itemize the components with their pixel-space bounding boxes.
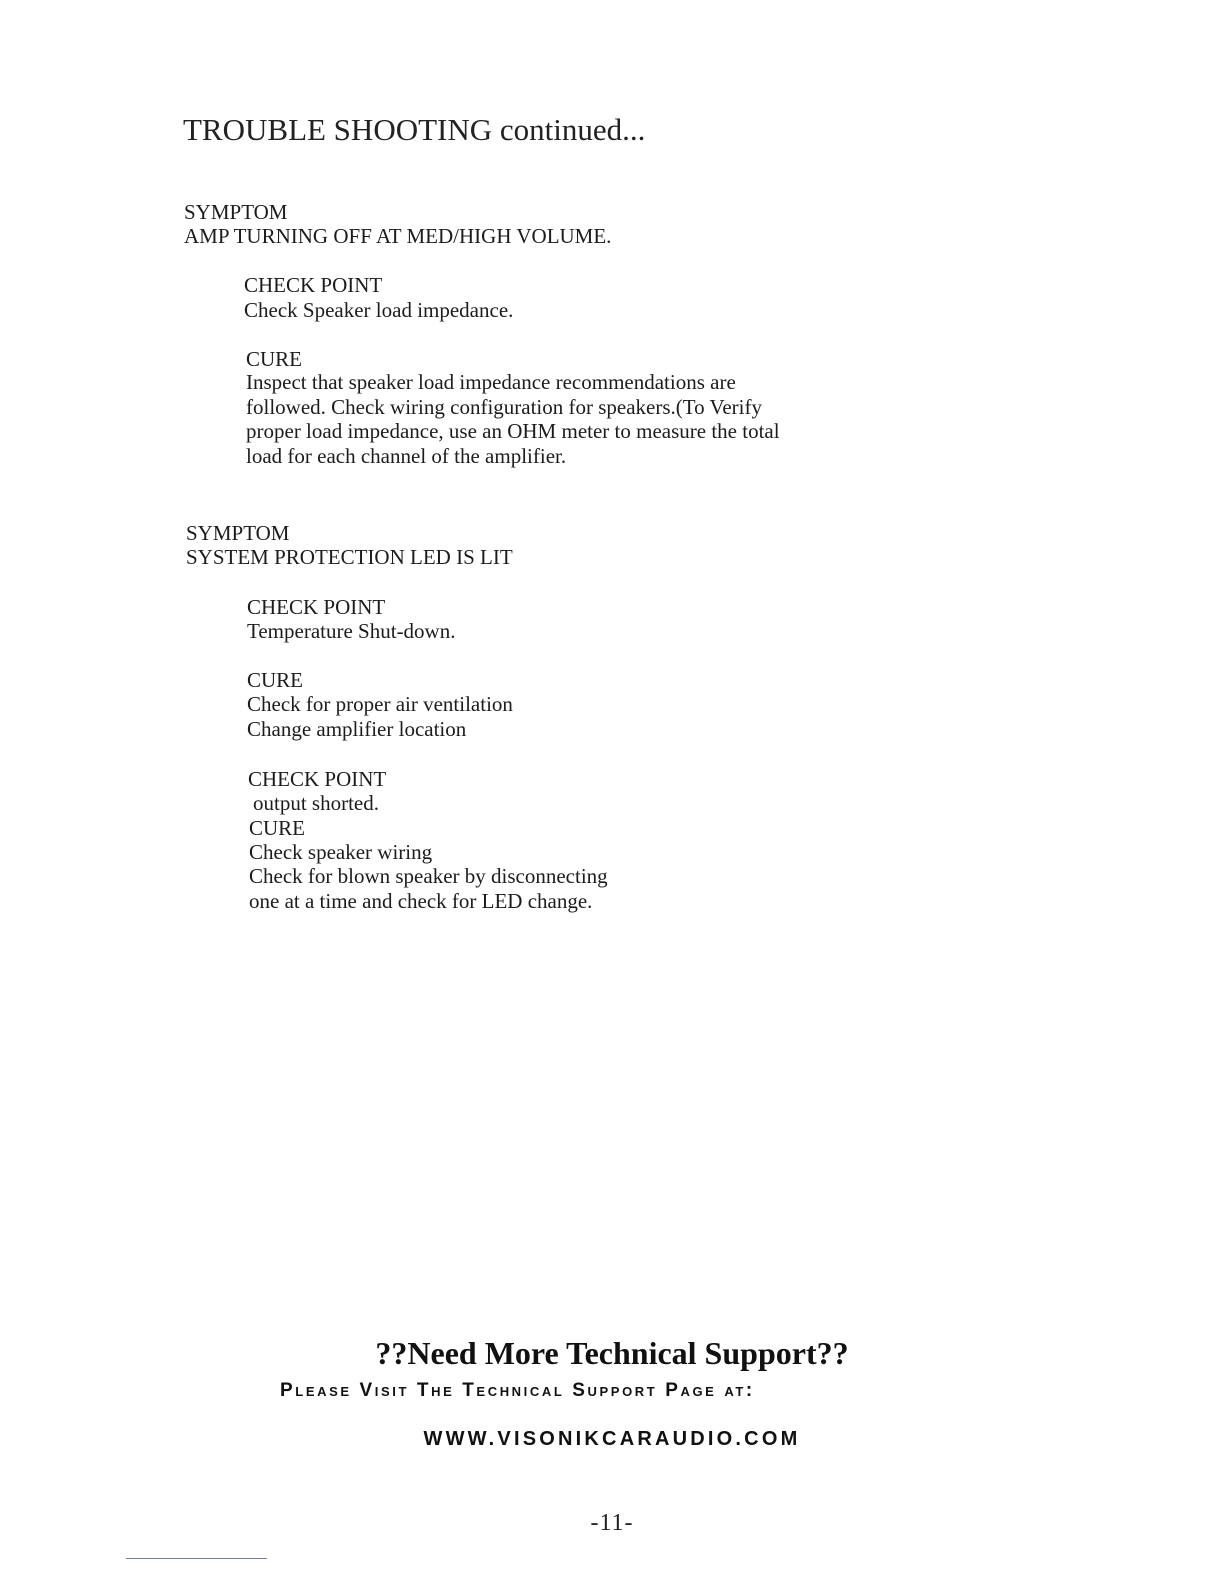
check-point-text-2: Temperature Shut-down. [247, 619, 456, 643]
symptom-text-2: SYSTEM PROTECTION LED IS LIT [186, 545, 513, 569]
support-visit-text: Please Visit The Technical Support Page at: [280, 1380, 755, 1401]
cure-label-1: CURE [246, 347, 303, 371]
cure-text-1-line-4: load for each channel of the amplifier. [246, 444, 567, 468]
symptom-label-1: SYMPTOM [184, 200, 288, 224]
check-point-label-2: CHECK POINT [247, 595, 386, 619]
cure-text-3-line-1: Check speaker wiring [249, 840, 433, 864]
cure-text-1-line-2: followed. Check wiring configuration for speakers.(To Verify [246, 395, 762, 419]
footer-rule [126, 1558, 267, 1559]
symptom-text-1: AMP TURNING OFF AT MED/HIGH VOLUME. [184, 224, 612, 248]
symptom-label-2: SYMPTOM [186, 521, 290, 545]
support-url[interactable]: WWW.VISONIKCARAUDIO.COM [423, 1428, 801, 1450]
cure-text-1-line-1: Inspect that speaker load impedance recommendations are [246, 370, 736, 394]
page-title: TROUBLE SHOOTING continued... [183, 112, 646, 147]
check-point-text-3: output shorted. [253, 791, 379, 815]
check-point-label-1: CHECK POINT [244, 273, 383, 297]
cure-text-2-line-1: Check for proper air ventilation [247, 692, 513, 716]
support-heading: ??Need More Technical Support?? [375, 1335, 849, 1371]
check-point-label-3: CHECK POINT [248, 767, 387, 791]
cure-text-1-line-3: proper load impedance, use an OHM meter to measure the total [246, 419, 780, 443]
cure-label-2: CURE [247, 668, 304, 692]
cure-text-2-line-2: Change amplifier location [247, 717, 467, 741]
cure-label-3: CURE [249, 816, 306, 840]
check-point-text-1: Check Speaker load impedance. [244, 298, 514, 322]
cure-text-3-line-2: Check for blown speaker by disconnecting [249, 864, 608, 888]
page-number: -11- [590, 1510, 634, 1536]
cure-text-3-line-3: one at a time and check for LED change. [249, 889, 593, 913]
